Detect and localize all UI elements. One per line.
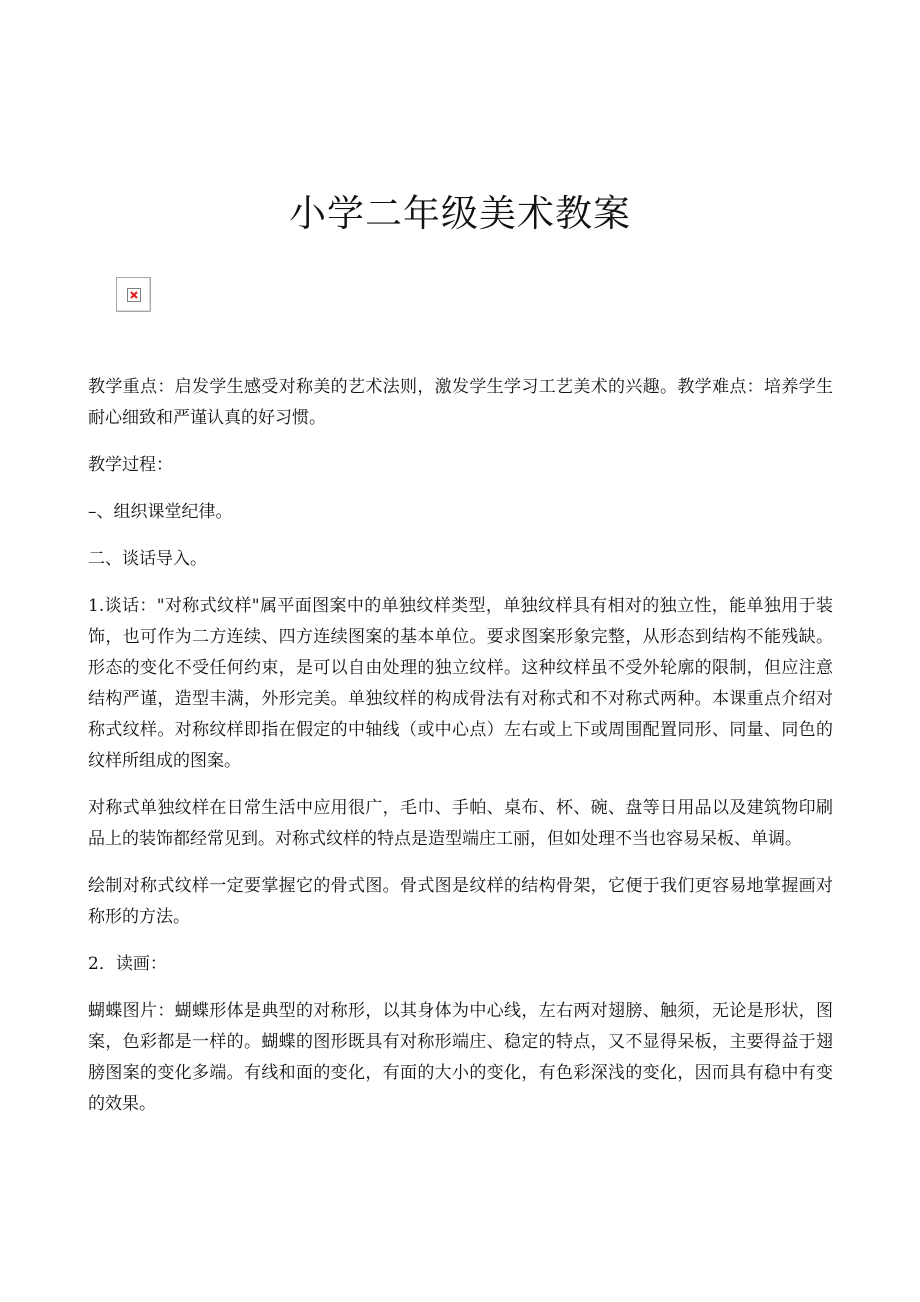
paragraph-talk: 1.谈话："对称式纹样"属平面图案中的单独纹样类型，单独纹样具有相对的独立性，能单独用于装饰，也可作为二方连续、四方连续图案的基本单位。要求图案形象完整，从形态到结构不能残缺。形态的变化不受任何约束，是可以自由处理的独立纹样。这种纹样虽不受外轮廓的限制，但应注意结构严谨，造型丰满，外形完美。单独纹样的构成骨法有对称式和不对称式两种。本课重点介绍对称式纹样。对称纹样即指在假定的中轴线（或中心点）左右或上下或周围配置同形、同量、同色的纹样所组成的图案。	[88, 596, 833, 771]
paragraph-skeleton: 绘制对称式纹样一定要掌握它的骨式图。骨式图是纹样的结构骨架，它便于我们更容易地掌握画对称形的方法。	[88, 876, 833, 927]
broken-image-icon	[127, 288, 141, 302]
paragraph-butterfly: 蝴蝶图片：蝴蝶形体是典型的对称形，以其身体为中心线，左右两对翅膀、触须，无论是形状，图案，色彩都是一样的。蝴蝶的图形既具有对称形端庄、稳定的特点，又不显得呆板，主要得益于翅膀图案的变化多端。有线和面的变化，有面的大小的变化，有色彩深浅的变化，因而具有稳中有变的效果。	[88, 1001, 833, 1114]
document-body	[88, 372, 833, 1136]
page-title: 小学二年级美术教案	[289, 192, 631, 235]
paragraph-process-heading: 教学过程：	[88, 455, 173, 475]
broken-image-placeholder	[116, 277, 151, 312]
paragraph-key-points: 教学重点：启发学生感受对称美的艺术法则，激发学生学习工艺美术的兴趣。教学难点：培养学生耐心细致和严谨认真的好习惯。	[88, 377, 833, 428]
paragraph-reading-heading: 2．读画：	[88, 954, 167, 974]
paragraph-step-two: 二、谈话导入。	[88, 549, 207, 569]
paragraph-daily-use: 对称式单独纹样在日常生活中应用很广，毛巾、手帕、桌布、杯、碗、盘等日用品以及建筑物印刷品上的装饰都经常见到。对称式纹样的特点是造型端庄工丽，但如处理不当也容易呆板、单调。	[88, 798, 833, 849]
paragraph-step-one: –、组织课堂纪律。	[88, 502, 233, 522]
